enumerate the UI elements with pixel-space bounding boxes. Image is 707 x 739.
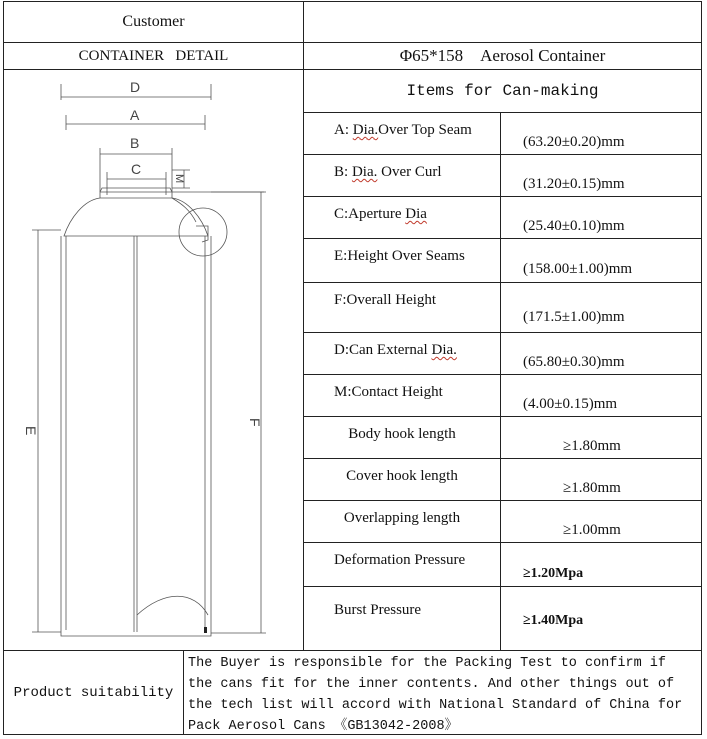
spec-label-c-term: Dia [405, 206, 427, 222]
product-suitability-cell [3, 650, 184, 735]
spec-label-body-hook-text: Body hook length [348, 426, 456, 442]
spec-label-body-hook [303, 416, 501, 459]
spec-sheet [3, 1, 702, 735]
spec-value-burst [500, 586, 702, 651]
spec-value-b [500, 154, 702, 197]
container-detail-cell [3, 42, 304, 70]
spec-label-cover-hook-text: Cover hook length [346, 468, 458, 484]
spec-value-e [500, 238, 702, 283]
detail-circle [179, 208, 227, 256]
spec-value-a [500, 112, 702, 155]
container-detail-label: CONTAINER DETAIL [78, 47, 229, 64]
label-c: C [131, 161, 142, 177]
spec-value-deformation-text: ≥1.20Mpa [523, 565, 584, 581]
suitability-note: The Buyer is responsible for the Packing Test to confirm if the cans fit for the inner contents. And other things out of the tech list will accord with National Standard of China for Pack Aerosol Cans 《GB13042-2008》 [188, 656, 683, 734]
items-title: Items for Can-making [406, 82, 599, 100]
spec-label-deformation-text: Deformation Pressure [334, 552, 466, 568]
customer-label: Customer [122, 13, 185, 30]
label-b: B [130, 135, 140, 151]
spec-value-e-text: (158.00±1.00)mm [523, 261, 633, 277]
spec-value-f-text: (171.5±1.00)mm [523, 309, 625, 325]
product-suitability-label: Product suitability [13, 684, 174, 701]
spec-label-d [303, 332, 501, 375]
spec-value-f [500, 282, 702, 333]
spec-label-m [303, 374, 501, 417]
label-d: D [130, 79, 141, 95]
bottom-marker [204, 627, 207, 633]
label-f: F [247, 418, 263, 427]
spec-label-cover-hook [303, 458, 501, 501]
label-m: M [173, 174, 185, 184]
spec-value-body-hook-text: ≥1.80mm [563, 438, 621, 454]
spec-label-m-prefix: M:Contact Height [334, 384, 443, 400]
drawing-cell [3, 69, 304, 651]
label-e: E [23, 426, 39, 436]
spec-label-deformation [303, 542, 501, 587]
spec-value-body-hook [500, 416, 702, 459]
spec-label-b [303, 154, 501, 197]
can-bottom-rim [61, 630, 211, 636]
spec-value-b-text: (31.20±0.15)mm [523, 176, 625, 192]
customer-label-cell [3, 1, 304, 43]
spec-label-a [303, 112, 501, 155]
spec-label-a-rest: Over Top Seam [378, 122, 472, 138]
spec-label-a-prefix: A: [334, 122, 353, 138]
spec-label-burst-text: Burst Pressure [334, 602, 422, 618]
spec-label-overlap [303, 500, 501, 543]
spec-value-d [500, 332, 702, 375]
bottom-dome-section [137, 596, 208, 615]
spec-label-a-term: Dia. [352, 122, 379, 138]
spec-label-c [303, 196, 501, 239]
spec-value-overlap-text: ≥1.00mm [563, 522, 621, 538]
spec-label-f-prefix: F:Overall Height [334, 292, 437, 308]
can-dome [64, 198, 208, 236]
spec-value-m [500, 374, 702, 417]
spec-label-e [303, 238, 501, 283]
container-name-cell [303, 42, 702, 70]
spec-label-b-rest: Over Curl [377, 164, 442, 180]
can-drawing [4, 70, 303, 650]
spec-label-e-prefix: E:Height Over Seams [334, 248, 465, 264]
items-title-cell [303, 69, 702, 113]
valve-cup [100, 188, 172, 198]
spec-value-m-text: (4.00±0.15)mm [523, 396, 618, 412]
spec-label-overlap-text: Overlapping length [343, 510, 461, 526]
spec-label-b-term: Dia. [351, 164, 378, 180]
label-a: A [130, 107, 140, 123]
suitability-note-cell [183, 650, 702, 735]
spec-label-d-term: Dia. [431, 342, 457, 358]
spec-value-burst-text: ≥1.40Mpa [523, 612, 584, 628]
spec-label-d-prefix: D:Can External [334, 342, 432, 358]
spec-value-cover-hook [500, 458, 702, 501]
customer-value-cell [303, 1, 702, 43]
spec-label-c-prefix: C:Aperture [334, 206, 406, 222]
spec-value-overlap [500, 500, 702, 543]
seam-detail-profile [196, 226, 208, 242]
spec-value-deformation [500, 542, 702, 587]
spec-value-cover-hook-text: ≥1.80mm [563, 480, 621, 496]
spec-label-burst [303, 586, 501, 651]
spec-value-a-text: (63.20±0.20)mm [523, 134, 625, 150]
spec-label-f [303, 282, 501, 333]
spec-value-d-text: (65.80±0.30)mm [523, 354, 625, 370]
spec-value-c [500, 196, 702, 239]
spec-label-b-prefix: B: [334, 164, 352, 180]
container-name: Φ65*158 Aerosol Container [399, 46, 606, 65]
spec-value-c-text: (25.40±0.10)mm [523, 218, 625, 234]
